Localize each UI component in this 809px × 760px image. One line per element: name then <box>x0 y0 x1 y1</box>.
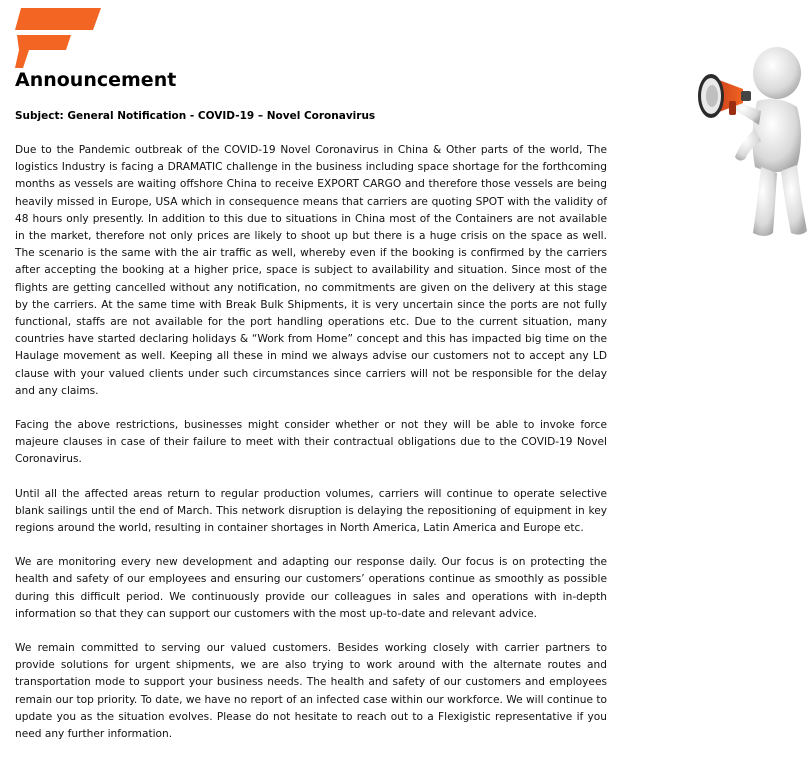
paragraph: Facing the above restrictions, businesses might consider whether or not they will be able to invoke force majeure clauses in case of their failure to meet with their contractual obligations due to the COVID-19 Novel Coronavirus. <box>15 419 607 466</box>
paragraph: We remain committed to serving our valued customers. Besides working closely with carrier partners to provide solutions for urgent shipments, we are also trying to work around with the alternate routes and transportation mode to support your business needs. The health and safety of our customers and employees remain our top priority. To date, we have no report of an infected case within our workforce. We will continue to update you as the situation evolves. Please do not hesitate to reach out to a Flexigistic representative if you need any further information. <box>15 642 607 741</box>
flexigistic-logo <box>15 8 101 68</box>
megaphone-figure-icon <box>651 45 809 245</box>
paragraph: Until all the affected areas return to regular production volumes, carriers will continue to operate selective blank sailings until the end of March. This network disruption is delaying the repositioning of equipment in key regions around the world, resulting in container shortages in North America, Latin America and Europe etc. <box>15 487 607 535</box>
subject-line: Subject: General Notification - COVID-19 – Novel Coronavirus <box>15 110 376 122</box>
paragraph: Due to the Pandemic outbreak of the COVID-19 Novel Coronavirus in China & Other parts of the world, The logistics Industry is facing a DRAMATIC challenge in the business including space shortage for the forthcoming months as vessels are waiting offshore China to receive EXPORT CARGO and therefore those vessels are being heavily missed in Europe, USA which in consequence means that carriers are quoting SPOT with the validity of 48 hours only presently. In addition to this due to situations in China most of the Containers are not available in the market, therefore not only prices are likely to shoot up but there is a huge crisis on the space as well. The scenario is the same with the air traffic as well, whereby even if the booking is confirmed by the carriers after accepting the booking at a higher price, space is subject to availability and situation. Since most of the flights are getting cancelled without any notification, no commitments are given on the delivery at this stage by the carriers. At the same time with Break Bulk Shipments, it is very uncertain since the ports are not fully functional, staffs are not available for the port handling operations etc. Due to the current situation, many countries have started declaring holidays & “Work from Home” concept and this has impacted big time on the Haulage movement as well. Keeping all these in mind we always advise our customers not to accept any LD clause with your valued clients under such circumstances since carriers will not be responsible for the delay and any claims. <box>15 144 607 397</box>
announcement-body <box>15 142 607 760</box>
page-title: Announcement <box>15 69 177 91</box>
paragraph: We are monitoring every new development and adapting our response daily. Our focus is on protecting the health and safety of our employees and ensuring our customers’ operations continue as smoothly as possible during this difficult period. We continuously provide our colleagues in sales and operations with in-depth information so that they can support our customers with the most up-to-date and relevant advice. <box>15 556 607 620</box>
